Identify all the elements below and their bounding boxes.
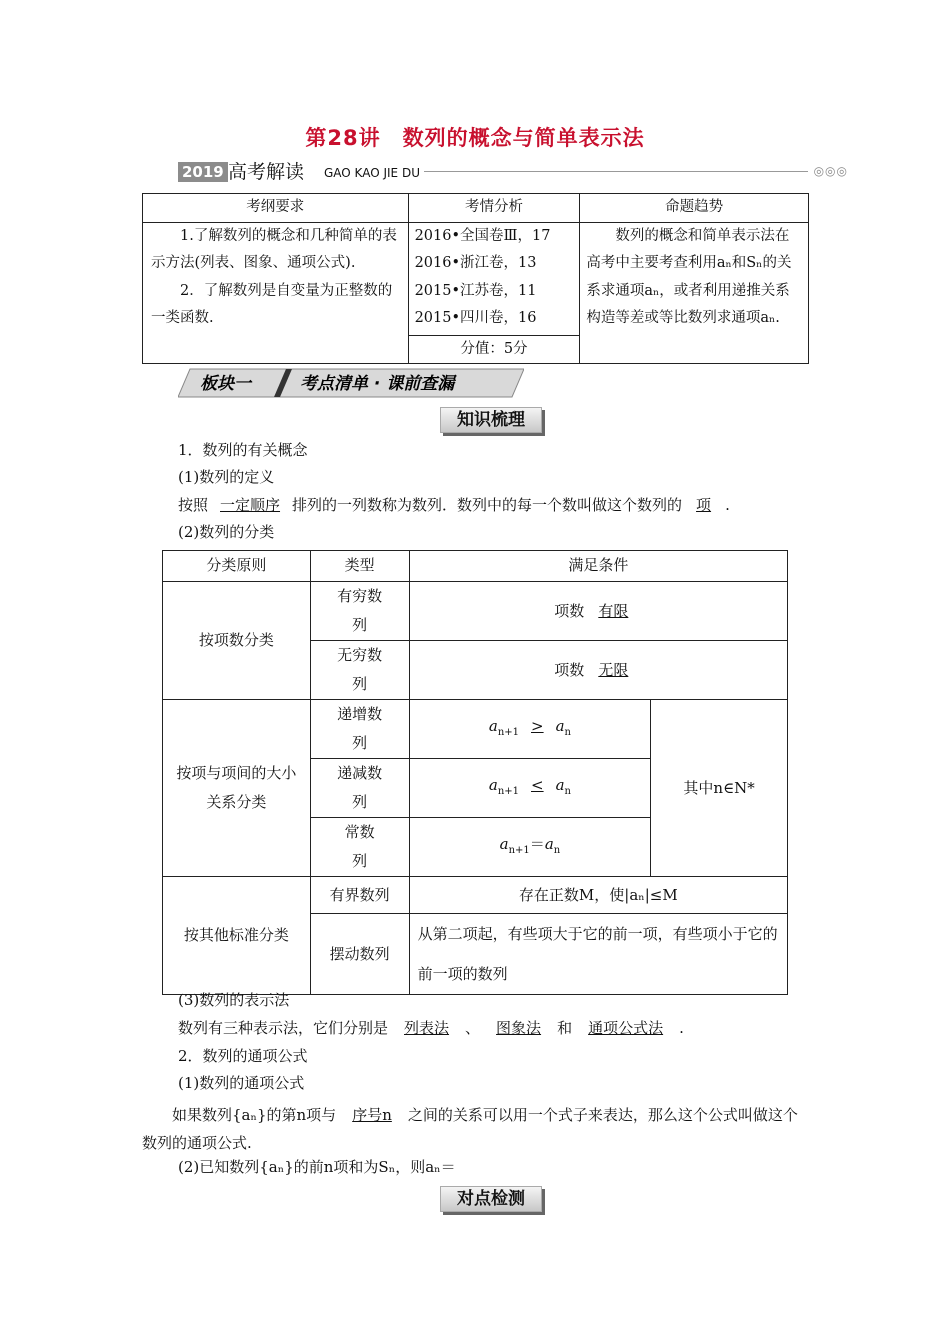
header-requirements: 考纲要求 (143, 194, 409, 223)
type-bounded: 有界数列 (310, 877, 409, 914)
page-title: 第28讲 数列的概念与简单表示法 (305, 126, 645, 150)
para-representation-text (178, 1018, 818, 1038)
text-span: 、 (465, 1019, 481, 1037)
answer-greater: > (531, 716, 544, 735)
text-span: 数列有三种表示法，它们分别是 (178, 1019, 389, 1037)
type-finite: 有穷数列 (310, 582, 409, 641)
exam-item: 2016•浙江卷，13 (414, 255, 537, 271)
exam-analysis-table (142, 193, 809, 364)
answer-list: 列表法 (404, 1019, 450, 1037)
para-definition: (1)数列的定义 (178, 468, 275, 486)
para-representation: (3)数列的表示法 (178, 991, 290, 1009)
cond-increasing: $a_{n+1} > a_n$ (409, 700, 651, 759)
type-decreasing: 递减数列 (310, 759, 409, 818)
text-span: 之间的关系可以用一个式子来表达，那么这个公式叫做这个数列的通项公式. (142, 1106, 798, 1152)
answer-infinite: 无限 (598, 660, 629, 679)
answer-formula: 通项公式法 (588, 1019, 664, 1037)
header-condition: 满足条件 (409, 551, 787, 582)
text-span: . (725, 496, 730, 514)
answer-less: < (531, 775, 544, 794)
para-general-term-1: (1)数列的通项公式 (178, 1074, 305, 1092)
para-general-term: 2．数列的通项公式 (178, 1047, 308, 1065)
banner-year: 2019 (178, 162, 228, 182)
answer-order: 一定顺序 (220, 496, 281, 514)
cond-constant: $a_{n+1}=a_n$ (409, 818, 651, 877)
section-bar-left: 板块一 (200, 374, 251, 394)
para-concepts: 1．数列的有关概念 (178, 441, 308, 459)
score: 分值：5分 (408, 335, 580, 364)
header-trend: 命题趋势 (580, 194, 809, 223)
banner-rule (424, 171, 808, 172)
exam-banner (176, 160, 848, 184)
cond-bounded: 存在正数M，使|aₙ|≤M (409, 877, 787, 914)
cond-finite (409, 582, 787, 641)
type-oscillating: 摆动数列 (310, 914, 409, 995)
cond-decreasing: $a_{n+1} < a_n$ (409, 759, 651, 818)
type-infinite: 无穷数列 (310, 641, 409, 700)
para-sum-relation: (2)已知数列{aₙ}的前n项和为Sₙ，则aₙ＝ (178, 1158, 456, 1176)
exam-item: 2016•全国卷Ⅲ，17 (414, 227, 551, 244)
requirement-2: 2．了解数列是自变量为正整数的一类函数. (151, 282, 393, 326)
requirements-cell (143, 222, 409, 364)
section-bar-right: 考点清单 · 课前查漏 (300, 374, 455, 394)
trend-cell: 数列的概念和简单表示法在高考中主要考查利用aₙ和Sₙ的关系求通项aₙ，或者利用递推关系构造等差或等比数列求通项aₙ. (580, 222, 809, 364)
type-constant: 常数列 (310, 818, 409, 877)
answer-index: 序号n (352, 1106, 392, 1124)
header-principle: 分类原则 (163, 551, 311, 582)
text-span: 和 (557, 1019, 573, 1037)
cond-oscillating: 从第二项起，有些项大于它的前一项，有些项小于它的前一项的数列 (409, 914, 787, 995)
section-bar (178, 368, 524, 398)
exam-list (408, 222, 580, 335)
answer-term: 项 (696, 496, 712, 514)
header-type: 类型 (310, 551, 409, 582)
text-span: 如果数列{aₙ}的第n项与 (172, 1106, 337, 1124)
para-classification: (2)数列的分类 (178, 523, 275, 541)
classification-table (162, 550, 788, 995)
para-definition-text (178, 495, 818, 515)
text-span: 项数 (554, 660, 585, 679)
group-other: 按其他标准分类 (163, 877, 311, 995)
answer-graph: 图象法 (496, 1019, 542, 1037)
checkpoint-pill: 对点检测 (440, 1186, 542, 1212)
note-natural: 其中n∈N* (651, 700, 788, 877)
banner-label-en: GAO KAO JIE DU (324, 166, 420, 180)
answer-finite: 有限 (598, 601, 629, 620)
banner-label: 高考解读 (228, 161, 305, 183)
para-general-term-text (142, 1101, 810, 1157)
text-span: . (679, 1019, 684, 1037)
group-by-count: 按项数分类 (163, 582, 311, 700)
knowledge-pill: 知识梳理 (440, 407, 542, 433)
text-span: 按照 (178, 496, 209, 514)
exam-item: 2015•江苏卷，11 (414, 282, 537, 299)
text-span: 项数 (554, 601, 585, 620)
group-by-size: 按项与项间的大小关系分类 (163, 700, 311, 877)
requirement-1: 1.了解数列的概念和几种简单的表示方法(列表、图象、通项公式). (151, 227, 397, 271)
exam-item: 2015•四川卷，16 (414, 310, 537, 326)
text-span: 排列的一列数称为数列．数列中的每一个数叫做这个数列的 (292, 496, 683, 514)
type-increasing: 递增数列 (310, 700, 409, 759)
decorative-dots-icon: ◎◎◎ (813, 164, 848, 178)
cond-infinite (409, 641, 787, 700)
header-analysis: 考情分析 (408, 194, 580, 223)
